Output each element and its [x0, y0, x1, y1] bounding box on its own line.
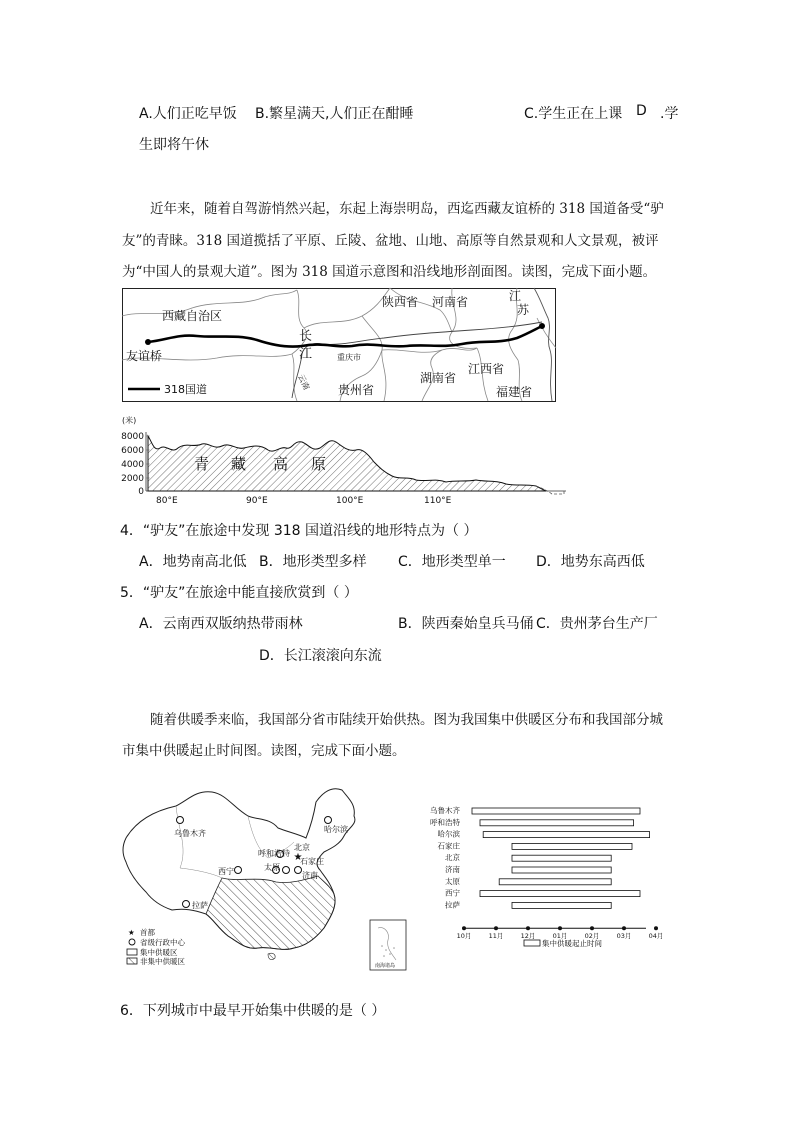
label-shaanxi: 陕西省: [382, 295, 419, 309]
svg-text:100°E: 100°E: [336, 496, 364, 506]
city-hohhot: 呼和浩特: [258, 849, 290, 858]
svg-text:0: 0: [138, 487, 144, 497]
svg-text:90°E: 90°E: [246, 496, 268, 506]
city-harbin: 哈尔滨: [324, 825, 348, 834]
label-jiang: 江: [299, 347, 313, 362]
label-jiangsu-2: 苏: [517, 303, 530, 317]
chart-x-tick-label: 12月: [520, 932, 536, 941]
label-hunan: 湖南省: [420, 371, 457, 385]
label-jiangsu-1: 江: [509, 289, 522, 303]
q5-option-b: B．陕西秦始皇兵马俑: [398, 616, 534, 632]
passage2-line1: 随着供暖季来临，我国部分省市陆续开始供热。图为我国集中供暖区分布和我国部分城: [150, 712, 663, 728]
chart-legend-label: 集中供暖起止时间: [542, 939, 602, 948]
chart-x-tick-label: 03月: [616, 932, 632, 941]
svg-text:80°E: 80°E: [156, 496, 178, 506]
label-henan: 河南省: [432, 295, 469, 309]
svg-text:集中供暖区: 集中供暖区: [140, 948, 178, 957]
heating-bar: [512, 902, 611, 908]
q4-stem: 4．“驴友”在旅途中发现 318 国道沿线的地形特点为（ ）: [120, 523, 478, 539]
hainan-island: [268, 953, 275, 959]
non-heating-region: [206, 876, 335, 949]
heating-bar: [480, 891, 640, 897]
svg-text:非集中供暖区: 非集中供暖区: [140, 957, 185, 966]
city-urumqi: 乌鲁木齐: [174, 829, 206, 838]
label-yunnan: 云南: [296, 373, 312, 392]
q4-option-d: D．地势东高西低: [536, 554, 645, 570]
chart-x-tick-dot: [590, 926, 594, 930]
chart-x-tick-dot: [622, 926, 626, 930]
chart-x-tick-label: 11月: [488, 932, 504, 941]
q3-option-d-letter: D: [636, 103, 647, 119]
svg-text:高: 高: [273, 455, 289, 473]
q5-stem: 5．“驴友”在旅途中能直接欣赏到（ ）: [120, 585, 358, 601]
city-shijiazhuang: 石家庄: [300, 857, 324, 866]
heating-period-chart: [420, 798, 664, 958]
heating-bar: [512, 855, 611, 861]
q4-option-a: A．地势南高北低: [139, 554, 247, 570]
chart-city-label: 拉萨: [445, 900, 460, 910]
q6-stem: 6．下列城市中最早开始集中供暖的是（ ）: [120, 1003, 386, 1019]
svg-text:2000: 2000: [121, 474, 144, 484]
city-jinan: 济南: [302, 871, 318, 880]
passage1-line2: 友”的青睐。318 国道揽括了平原、丘陵、盆地、山地、高原等自然景观和人文景观，被评: [122, 233, 659, 249]
chart-city-label: 呼和浩特: [430, 817, 460, 827]
q3-option-d-continued: 生即将午休: [139, 137, 209, 153]
capital-star-icon: ★: [293, 852, 303, 863]
heating-bar: [512, 843, 632, 849]
profile-unit: (米): [122, 416, 137, 425]
route-318-map: [122, 288, 556, 402]
label-jiangxi: 江西省: [468, 362, 505, 376]
svg-text:6000: 6000: [121, 446, 144, 456]
q5-option-c: C．贵州茅台生产厂: [536, 616, 658, 632]
profile-x-ticks: [156, 496, 452, 506]
svg-text:省级行政中心: 省级行政中心: [140, 938, 185, 947]
chart-x-tick-label: 02月: [584, 932, 600, 941]
label-guizhou: 贵州省: [338, 383, 375, 397]
heating-bar: [483, 832, 649, 838]
legend-heating-swatch: [127, 949, 137, 955]
label-tibet: 西藏自治区: [162, 309, 223, 323]
city-lhasa: 拉萨: [192, 901, 208, 910]
svg-text:110°E: 110°E: [424, 496, 452, 506]
chart-legend: [524, 938, 602, 948]
legend-provincial-icon: [129, 939, 135, 945]
chart-x-tick-dot: [494, 926, 498, 930]
city-taiyuan: 太原: [264, 863, 280, 872]
chart-legend-swatch: [524, 940, 540, 946]
legend-capital-icon: ★: [128, 928, 135, 937]
chart-x-tick-label: 10月: [456, 932, 472, 941]
chart-city-label: 西宁: [445, 888, 460, 898]
chart-city-label: 济南: [445, 865, 460, 874]
city-beijing: 北京: [294, 843, 310, 852]
svg-text:4000: 4000: [121, 460, 144, 470]
chart-x-tick-label: 01月: [552, 932, 568, 941]
legend-nonheating-swatch: [127, 958, 137, 964]
passage2-line2: 市集中供暖起止时间图。读图，完成下面小题。: [122, 743, 406, 759]
q5-option-a: A．云南西双版纳热带雨林: [139, 616, 303, 632]
heating-bar: [499, 879, 611, 885]
label-chongqing: 重庆市: [337, 353, 361, 362]
terrain-profile: [116, 414, 568, 506]
heating-area-map: [118, 778, 418, 973]
heating-bar: [512, 867, 611, 873]
svg-text:首都: 首都: [140, 928, 155, 937]
svg-text:8000: 8000: [121, 432, 144, 442]
q4-option-c: C．地形类型单一: [398, 554, 506, 570]
chart-city-label: 石家庄: [437, 841, 460, 851]
q3-option-d-start: .学: [660, 106, 679, 122]
chart-x-tick-label: 04月: [648, 932, 664, 941]
legend-label: 318国道: [164, 383, 207, 396]
chart-x-tick-dot: [558, 926, 562, 930]
chart-city-label: 北京: [445, 853, 460, 863]
chart-city-label: 乌鲁木齐: [430, 806, 460, 815]
profile-y-ticks: [121, 432, 144, 497]
q4-option-b: B．地形类型多样: [259, 554, 367, 570]
chart-x-tick-dot: [654, 926, 658, 930]
label-fujian: 福建省: [496, 385, 533, 399]
city-xining: 西宁: [218, 867, 234, 876]
label-chang: 长: [299, 329, 313, 344]
passage1-line1: 近年来，随着自驾游悄然兴起，东起上海崇明岛，西迄西藏友谊桥的 318 国道备受“驴: [150, 201, 664, 217]
label-youyi-bridge: 友谊桥: [126, 349, 163, 363]
svg-text:藏: 藏: [231, 455, 247, 473]
chart-city-labels: [430, 805, 460, 909]
svg-text:原: 原: [311, 455, 327, 473]
svg-text:青: 青: [194, 455, 210, 473]
chart-bars: [472, 808, 650, 908]
end-point: [539, 323, 545, 329]
chart-x-tick-dot: [526, 926, 530, 930]
chart-city-label: 哈尔滨: [437, 829, 460, 839]
inset-label: 南海诸岛: [375, 963, 396, 969]
heating-bar: [472, 808, 640, 814]
passage1-line3: 为“中国人的景观大道”。图为 318 国道示意图和沿线地形剖面图。读图，完成下面小题。: [122, 264, 657, 280]
q3-option-c: C.学生正在上课: [524, 106, 623, 122]
heating-bar: [480, 820, 634, 826]
chart-x-tick-dot: [462, 926, 466, 930]
start-point: [145, 339, 151, 345]
q3-option-b: B.繁星满天,人们正在酣睡: [255, 106, 414, 122]
q5-option-d: D．长江滚滚向东流: [259, 648, 382, 664]
chart-city-label: 太原: [445, 876, 460, 886]
map-legend: [127, 927, 185, 966]
q3-option-a: A.人们正吃早饭: [139, 106, 237, 122]
